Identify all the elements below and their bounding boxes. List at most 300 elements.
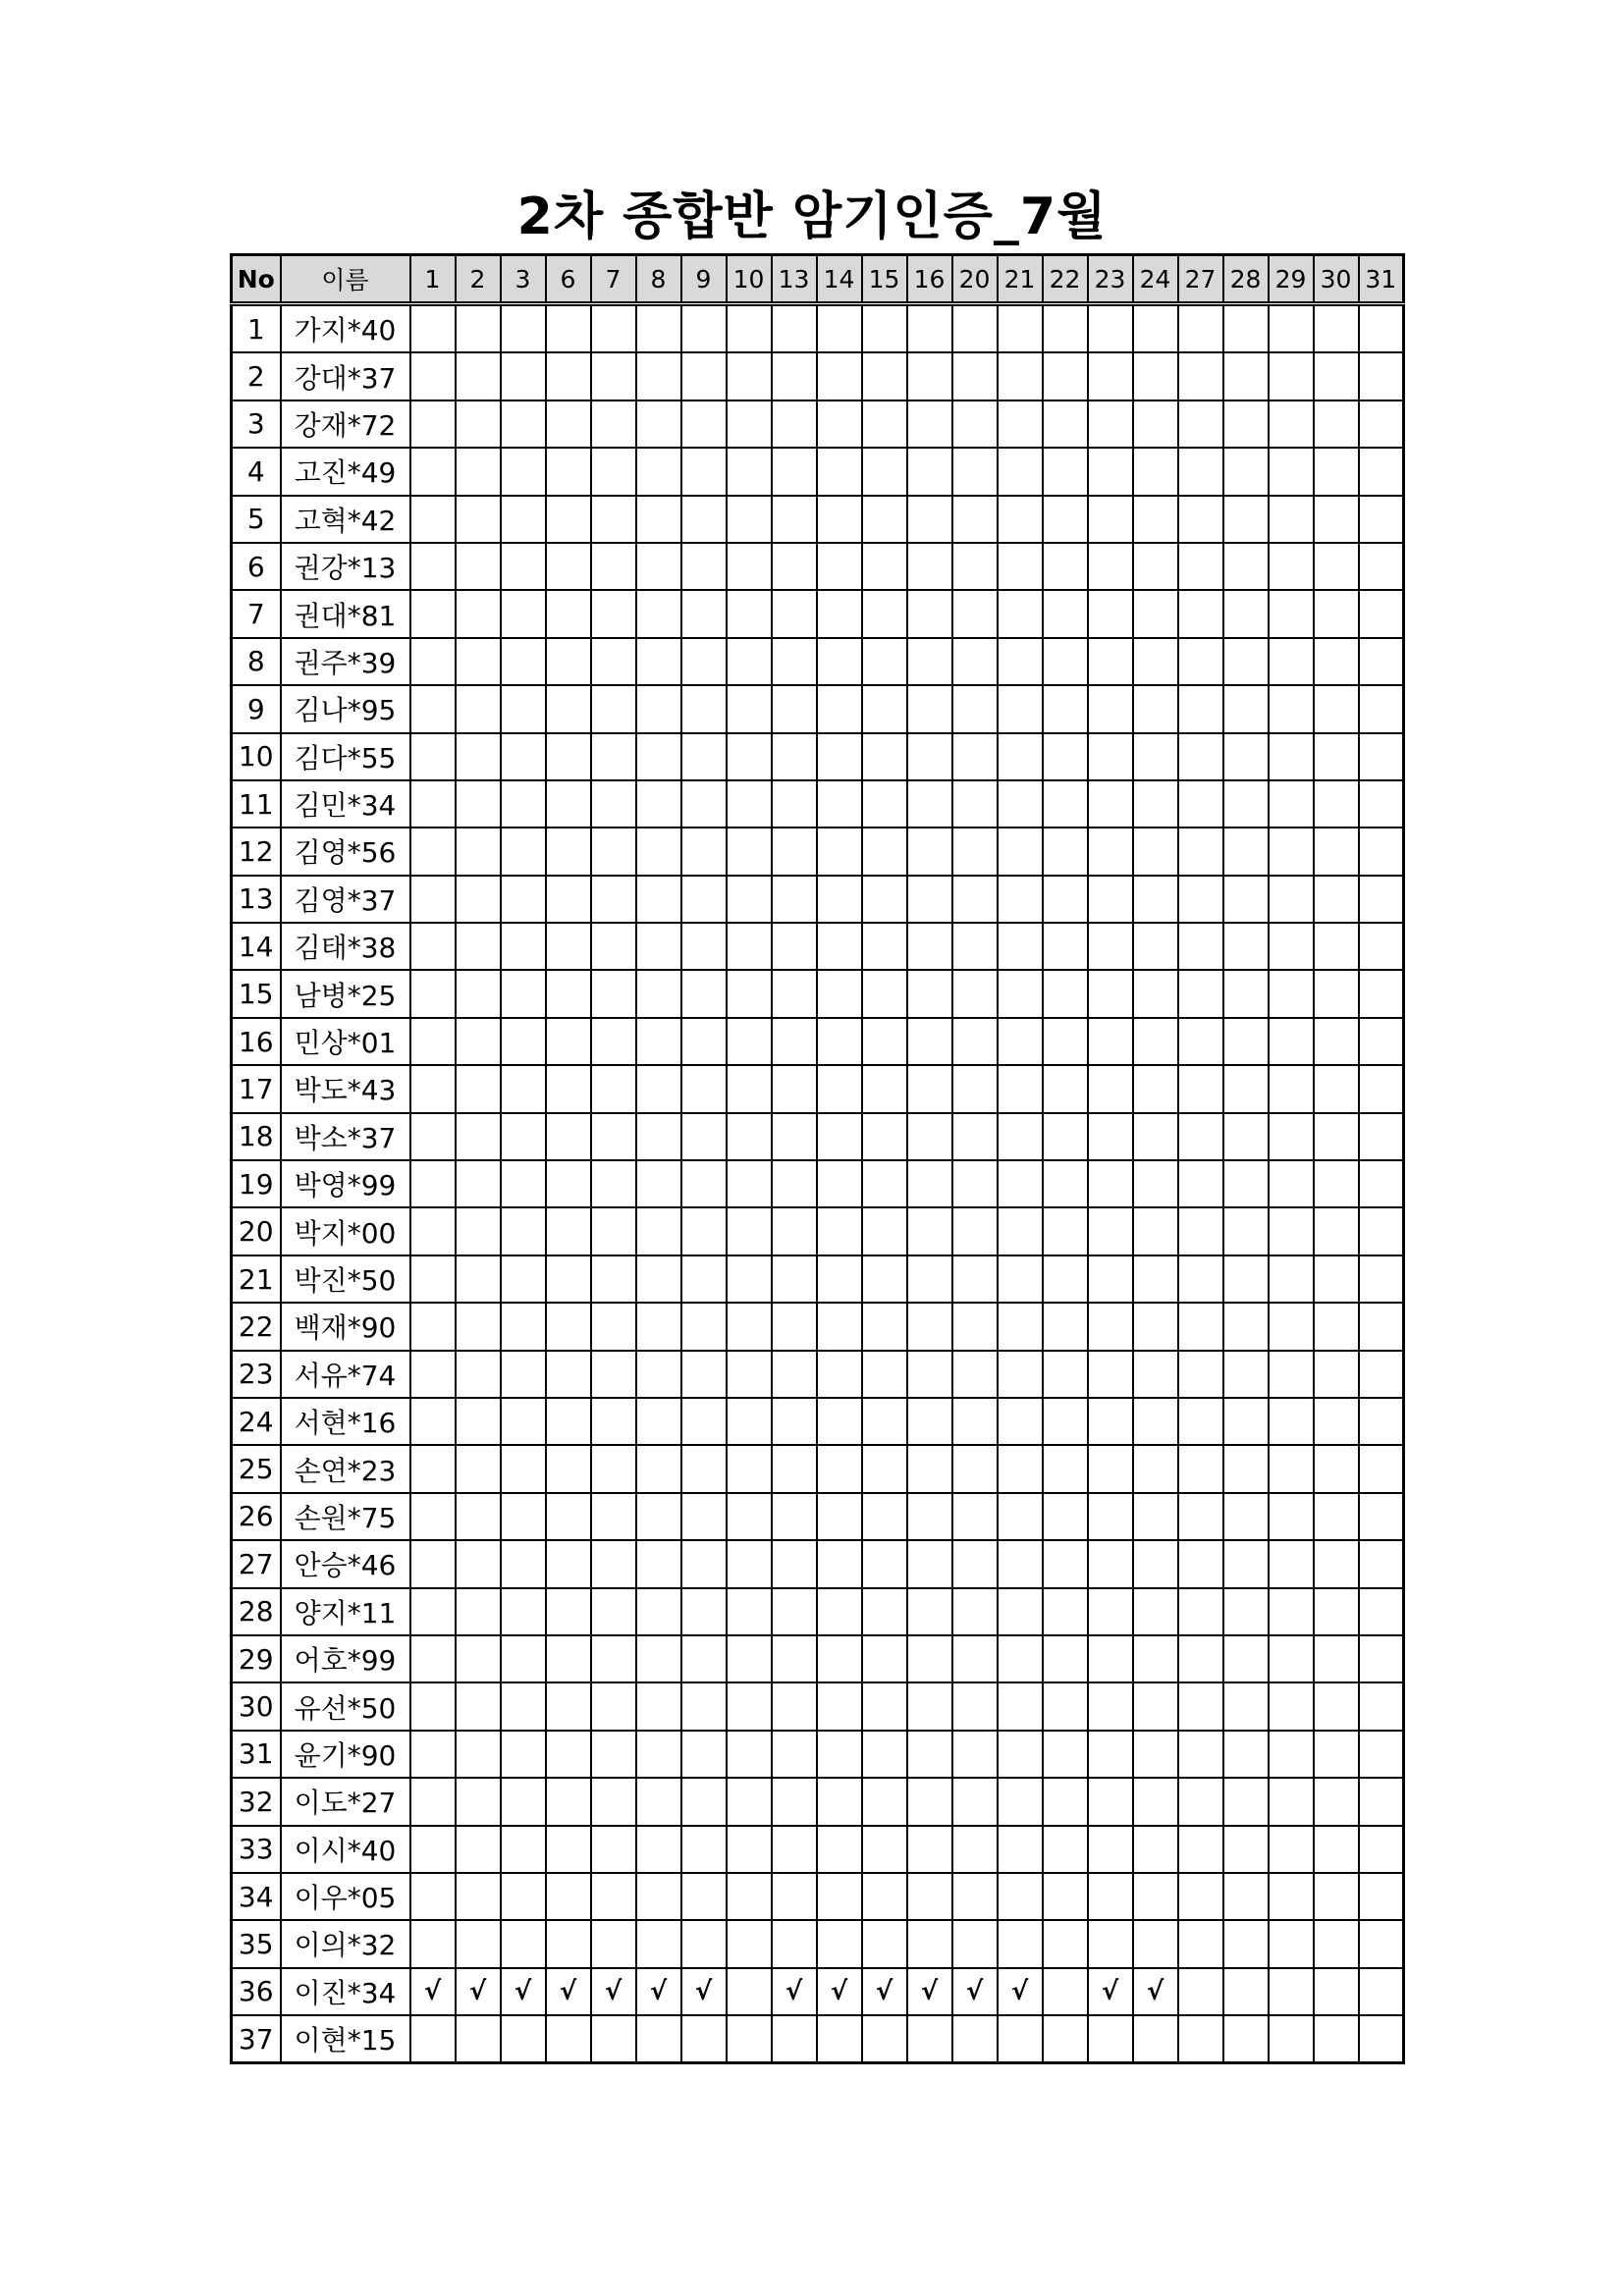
check-cell-day-1 xyxy=(410,685,456,732)
check-cell-day-13 xyxy=(772,1303,817,1350)
check-cell-day-13 xyxy=(772,733,817,780)
check-cell-day-30 xyxy=(1314,828,1359,875)
student-name: 고혁*42 xyxy=(281,496,410,543)
check-cell-day-7 xyxy=(591,448,636,495)
check-cell-day-1 xyxy=(410,1207,456,1255)
check-cell-day-3 xyxy=(501,1873,546,1920)
check-cell-day-24 xyxy=(1133,590,1178,637)
check-cell-day-21 xyxy=(998,2015,1043,2063)
check-cell-day-2 xyxy=(456,876,501,923)
check-cell-day-27 xyxy=(1178,638,1223,685)
check-cell-day-10 xyxy=(727,1065,772,1112)
check-cell-day-20: √ xyxy=(952,1968,998,2015)
check-cell-day-6 xyxy=(546,1920,591,1967)
check-cell-day-31 xyxy=(1359,1493,1404,1540)
check-cell-day-7 xyxy=(591,876,636,923)
check-cell-day-14 xyxy=(817,1540,862,1587)
check-cell-day-9 xyxy=(681,1540,727,1587)
check-cell-day-15 xyxy=(862,1351,907,1398)
check-cell-day-9 xyxy=(681,970,727,1017)
check-cell-day-23 xyxy=(1088,685,1133,732)
row-number: 37 xyxy=(232,2015,281,2063)
check-cell-day-27 xyxy=(1178,400,1223,448)
check-cell-day-3 xyxy=(501,1778,546,1825)
check-cell-day-30 xyxy=(1314,1588,1359,1635)
check-cell-day-21 xyxy=(998,590,1043,637)
check-cell-day-10 xyxy=(727,1398,772,1445)
check-cell-day-6 xyxy=(546,828,591,875)
check-cell-day-27 xyxy=(1178,1113,1223,1160)
check-cell-day-10 xyxy=(727,1351,772,1398)
check-cell-day-16 xyxy=(907,1682,952,1730)
check-cell-day-1 xyxy=(410,780,456,828)
check-cell-day-23: √ xyxy=(1088,1968,1133,2015)
check-cell-day-15 xyxy=(862,828,907,875)
check-cell-day-13 xyxy=(772,876,817,923)
check-cell-day-15 xyxy=(862,1018,907,1065)
table-row xyxy=(232,828,1404,875)
check-cell-day-7 xyxy=(591,685,636,732)
check-cell-day-20 xyxy=(952,1826,998,1873)
check-cell-day-20 xyxy=(952,1207,998,1255)
check-cell-day-29 xyxy=(1269,400,1314,448)
check-cell-day-9 xyxy=(681,1873,727,1920)
check-cell-day-28 xyxy=(1223,1303,1269,1350)
check-cell-day-28 xyxy=(1223,1778,1269,1825)
check-cell-day-7 xyxy=(591,2015,636,2063)
check-cell-day-10 xyxy=(727,828,772,875)
check-cell-day-15 xyxy=(862,1445,907,1492)
check-cell-day-8 xyxy=(636,1018,681,1065)
check-cell-day-29 xyxy=(1269,685,1314,732)
check-cell-day-1 xyxy=(410,1493,456,1540)
row-number: 30 xyxy=(232,1682,281,1730)
check-cell-day-3 xyxy=(501,1682,546,1730)
check-cell-day-16 xyxy=(907,828,952,875)
check-cell-day-21 xyxy=(998,1018,1043,1065)
check-cell-day-22 xyxy=(1043,1968,1088,2015)
check-cell-day-31 xyxy=(1359,304,1404,353)
check-cell-day-31 xyxy=(1359,1826,1404,1873)
check-cell-day-1 xyxy=(410,1635,456,1682)
check-cell-day-9 xyxy=(681,1113,727,1160)
check-cell-day-8 xyxy=(636,685,681,732)
check-cell-day-22 xyxy=(1043,685,1088,732)
table-row xyxy=(232,1635,1404,1682)
check-cell-day-24 xyxy=(1133,1065,1178,1112)
check-cell-day-8 xyxy=(636,304,681,353)
check-cell-day-23 xyxy=(1088,1303,1133,1350)
table-row xyxy=(232,1255,1404,1303)
student-name: 손원*75 xyxy=(281,1493,410,1540)
check-cell-day-6 xyxy=(546,1303,591,1350)
check-cell-day-13 xyxy=(772,496,817,543)
student-name: 김영*56 xyxy=(281,828,410,875)
check-cell-day-10 xyxy=(727,400,772,448)
check-cell-day-13: √ xyxy=(772,1968,817,2015)
student-name: 김태*38 xyxy=(281,923,410,970)
check-cell-day-24 xyxy=(1133,1682,1178,1730)
check-cell-day-13 xyxy=(772,590,817,637)
check-cell-day-13 xyxy=(772,828,817,875)
check-cell-day-22 xyxy=(1043,1065,1088,1112)
check-cell-day-21 xyxy=(998,352,1043,400)
check-cell-day-21 xyxy=(998,304,1043,353)
check-cell-day-13 xyxy=(772,1588,817,1635)
check-cell-day-1 xyxy=(410,1160,456,1207)
check-cell-day-24 xyxy=(1133,685,1178,732)
check-cell-day-30 xyxy=(1314,1778,1359,1825)
check-cell-day-8 xyxy=(636,733,681,780)
student-name: 이진*34 xyxy=(281,1968,410,2015)
check-cell-day-1 xyxy=(410,1255,456,1303)
check-cell-day-20 xyxy=(952,1588,998,1635)
student-name: 권주*39 xyxy=(281,638,410,685)
check-cell-day-14 xyxy=(817,1351,862,1398)
check-cell-day-21 xyxy=(998,1207,1043,1255)
table-row xyxy=(232,1303,1404,1350)
check-cell-day-23 xyxy=(1088,2015,1133,2063)
check-cell-day-30 xyxy=(1314,638,1359,685)
table-row xyxy=(232,304,1404,353)
check-cell-day-7 xyxy=(591,1398,636,1445)
check-cell-day-8 xyxy=(636,1682,681,1730)
check-cell-day-7 xyxy=(591,1540,636,1587)
check-cell-day-6 xyxy=(546,1540,591,1587)
check-cell-day-16 xyxy=(907,1445,952,1492)
check-cell-day-23 xyxy=(1088,304,1133,353)
check-cell-day-16 xyxy=(907,1778,952,1825)
check-cell-day-29 xyxy=(1269,638,1314,685)
check-cell-day-9 xyxy=(681,1588,727,1635)
check-cell-day-14 xyxy=(817,638,862,685)
check-cell-day-22 xyxy=(1043,1588,1088,1635)
check-cell-day-30 xyxy=(1314,2015,1359,2063)
check-cell-day-6 xyxy=(546,685,591,732)
check-cell-day-24 xyxy=(1133,352,1178,400)
check-cell-day-6 xyxy=(546,923,591,970)
check-cell-day-22 xyxy=(1043,780,1088,828)
table-row xyxy=(232,1160,1404,1207)
student-name: 윤기*90 xyxy=(281,1731,410,1778)
check-cell-day-7 xyxy=(591,1920,636,1967)
check-cell-day-31 xyxy=(1359,1398,1404,1445)
check-cell-day-3 xyxy=(501,828,546,875)
check-cell-day-14 xyxy=(817,1018,862,1065)
check-cell-day-2 xyxy=(456,352,501,400)
check-cell-day-2 xyxy=(456,1731,501,1778)
check-cell-day-24 xyxy=(1133,1588,1178,1635)
check-cell-day-29 xyxy=(1269,1968,1314,2015)
check-cell-day-29 xyxy=(1269,1255,1314,1303)
check-cell-day-28 xyxy=(1223,1018,1269,1065)
check-cell-day-31 xyxy=(1359,1018,1404,1065)
check-cell-day-21 xyxy=(998,543,1043,590)
check-cell-day-31 xyxy=(1359,1351,1404,1398)
check-cell-day-16 xyxy=(907,1635,952,1682)
header-day-14: 14 xyxy=(817,255,862,304)
check-cell-day-28 xyxy=(1223,1445,1269,1492)
check-cell-day-8 xyxy=(636,1113,681,1160)
check-cell-day-3 xyxy=(501,685,546,732)
check-cell-day-16 xyxy=(907,1540,952,1587)
check-cell-day-10 xyxy=(727,876,772,923)
check-cell-day-22 xyxy=(1043,352,1088,400)
student-name: 안승*46 xyxy=(281,1540,410,1587)
check-cell-day-27 xyxy=(1178,352,1223,400)
check-cell-day-9 xyxy=(681,1351,727,1398)
check-cell-day-29 xyxy=(1269,448,1314,495)
check-cell-day-31 xyxy=(1359,400,1404,448)
student-name: 어호*99 xyxy=(281,1635,410,1682)
check-cell-day-14 xyxy=(817,1303,862,1350)
student-name: 서현*16 xyxy=(281,1398,410,1445)
check-cell-day-1 xyxy=(410,543,456,590)
check-cell-day-20 xyxy=(952,400,998,448)
check-cell-day-16 xyxy=(907,448,952,495)
check-cell-day-21 xyxy=(998,1160,1043,1207)
check-cell-day-10 xyxy=(727,1588,772,1635)
check-cell-day-24 xyxy=(1133,828,1178,875)
check-cell-day-15 xyxy=(862,1778,907,1825)
check-cell-day-23 xyxy=(1088,543,1133,590)
check-cell-day-31 xyxy=(1359,1303,1404,1350)
check-cell-day-22 xyxy=(1043,1255,1088,1303)
row-number: 13 xyxy=(232,876,281,923)
table-row xyxy=(232,923,1404,970)
check-cell-day-1: √ xyxy=(410,1968,456,2015)
row-number: 8 xyxy=(232,638,281,685)
check-cell-day-24 xyxy=(1133,1873,1178,1920)
check-cell-day-10 xyxy=(727,1113,772,1160)
student-name: 손연*23 xyxy=(281,1445,410,1492)
check-cell-day-15 xyxy=(862,1065,907,1112)
check-cell-day-23 xyxy=(1088,1160,1133,1207)
check-cell-day-21 xyxy=(998,1303,1043,1350)
check-cell-day-23 xyxy=(1088,1778,1133,1825)
check-cell-day-20 xyxy=(952,1160,998,1207)
check-cell-day-10 xyxy=(727,1731,772,1778)
check-cell-day-3 xyxy=(501,1113,546,1160)
check-cell-day-14 xyxy=(817,1493,862,1540)
check-cell-day-20 xyxy=(952,543,998,590)
check-cell-day-1 xyxy=(410,400,456,448)
check-cell-day-27 xyxy=(1178,496,1223,543)
check-cell-day-13 xyxy=(772,1445,817,1492)
check-cell-day-29 xyxy=(1269,1540,1314,1587)
check-cell-day-24 xyxy=(1133,304,1178,353)
check-cell-day-16 xyxy=(907,496,952,543)
check-cell-day-9 xyxy=(681,1018,727,1065)
check-cell-day-9 xyxy=(681,1160,727,1207)
row-number: 18 xyxy=(232,1113,281,1160)
row-number: 11 xyxy=(232,780,281,828)
check-cell-day-6 xyxy=(546,543,591,590)
check-cell-day-31 xyxy=(1359,1635,1404,1682)
check-cell-day-7 xyxy=(591,733,636,780)
check-cell-day-13 xyxy=(772,1540,817,1587)
check-cell-day-28 xyxy=(1223,1493,1269,1540)
check-cell-day-1 xyxy=(410,1682,456,1730)
check-cell-day-3 xyxy=(501,1303,546,1350)
check-cell-day-6 xyxy=(546,1113,591,1160)
row-number: 36 xyxy=(232,1968,281,2015)
check-cell-day-27 xyxy=(1178,1920,1223,1967)
check-cell-day-22 xyxy=(1043,1303,1088,1350)
check-cell-day-27 xyxy=(1178,1635,1223,1682)
check-cell-day-28 xyxy=(1223,780,1269,828)
check-cell-day-24 xyxy=(1133,1113,1178,1160)
check-cell-day-29 xyxy=(1269,1588,1314,1635)
check-cell-day-1 xyxy=(410,733,456,780)
check-cell-day-8 xyxy=(636,448,681,495)
check-cell-day-27 xyxy=(1178,1018,1223,1065)
table-row xyxy=(232,638,1404,685)
check-cell-day-10 xyxy=(727,304,772,353)
check-cell-day-27 xyxy=(1178,1255,1223,1303)
check-cell-day-21 xyxy=(998,1588,1043,1635)
check-cell-day-1 xyxy=(410,1588,456,1635)
check-cell-day-23 xyxy=(1088,1731,1133,1778)
check-cell-day-14 xyxy=(817,304,862,353)
check-cell-day-27 xyxy=(1178,1493,1223,1540)
table-row xyxy=(232,1920,1404,1967)
check-cell-day-15 xyxy=(862,685,907,732)
check-cell-day-16 xyxy=(907,1873,952,1920)
table-row xyxy=(232,970,1404,1017)
check-cell-day-16 xyxy=(907,2015,952,2063)
check-cell-day-13 xyxy=(772,1398,817,1445)
check-cell-day-6 xyxy=(546,590,591,637)
check-cell-day-14 xyxy=(817,2015,862,2063)
check-cell-day-3 xyxy=(501,638,546,685)
check-cell-day-20 xyxy=(952,590,998,637)
row-number: 7 xyxy=(232,590,281,637)
check-cell-day-7 xyxy=(591,1635,636,1682)
check-cell-day-27 xyxy=(1178,304,1223,353)
check-cell-day-20 xyxy=(952,876,998,923)
student-name: 박소*37 xyxy=(281,1113,410,1160)
check-cell-day-7 xyxy=(591,1778,636,1825)
check-cell-day-8 xyxy=(636,1635,681,1682)
check-cell-day-31 xyxy=(1359,1540,1404,1587)
check-cell-day-15 xyxy=(862,400,907,448)
check-cell-day-1 xyxy=(410,1873,456,1920)
check-cell-day-13 xyxy=(772,2015,817,2063)
check-cell-day-29 xyxy=(1269,780,1314,828)
check-cell-day-13 xyxy=(772,1635,817,1682)
check-cell-day-31 xyxy=(1359,1873,1404,1920)
check-cell-day-27 xyxy=(1178,1873,1223,1920)
check-cell-day-13 xyxy=(772,448,817,495)
check-cell-day-13 xyxy=(772,1493,817,1540)
check-cell-day-31 xyxy=(1359,1588,1404,1635)
check-cell-day-30 xyxy=(1314,304,1359,353)
row-number: 17 xyxy=(232,1065,281,1112)
check-cell-day-22 xyxy=(1043,1682,1088,1730)
check-cell-day-7 xyxy=(591,400,636,448)
check-cell-day-28 xyxy=(1223,970,1269,1017)
check-cell-day-2 xyxy=(456,1682,501,1730)
check-cell-day-29 xyxy=(1269,2015,1314,2063)
check-cell-day-28 xyxy=(1223,1160,1269,1207)
table-row xyxy=(232,1588,1404,1635)
check-cell-day-15 xyxy=(862,780,907,828)
check-cell-day-22 xyxy=(1043,496,1088,543)
check-cell-day-8 xyxy=(636,1826,681,1873)
check-cell-day-29 xyxy=(1269,1207,1314,1255)
check-cell-day-21 xyxy=(998,1682,1043,1730)
student-name: 고진*49 xyxy=(281,448,410,495)
check-cell-day-24: √ xyxy=(1133,1968,1178,2015)
check-cell-day-27 xyxy=(1178,1540,1223,1587)
check-cell-day-24 xyxy=(1133,1826,1178,1873)
check-cell-day-9 xyxy=(681,304,727,353)
row-number: 35 xyxy=(232,1920,281,1967)
table-row xyxy=(232,733,1404,780)
check-cell-day-21 xyxy=(998,828,1043,875)
check-cell-day-10 xyxy=(727,1160,772,1207)
check-cell-day-3 xyxy=(501,1445,546,1492)
check-cell-day-28 xyxy=(1223,733,1269,780)
check-cell-day-30 xyxy=(1314,1065,1359,1112)
row-number: 10 xyxy=(232,733,281,780)
check-cell-day-15 xyxy=(862,1920,907,1967)
row-number: 29 xyxy=(232,1635,281,1682)
check-cell-day-29 xyxy=(1269,1682,1314,1730)
check-cell-day-14 xyxy=(817,400,862,448)
check-cell-day-10 xyxy=(727,496,772,543)
check-cell-day-21 xyxy=(998,1920,1043,1967)
check-cell-day-1 xyxy=(410,1920,456,1967)
check-cell-day-24 xyxy=(1133,1351,1178,1398)
check-cell-day-7 xyxy=(591,1351,636,1398)
table-row xyxy=(232,1445,1404,1492)
check-cell-day-14 xyxy=(817,1873,862,1920)
check-cell-day-15 xyxy=(862,1493,907,1540)
check-cell-day-14 xyxy=(817,1398,862,1445)
check-cell-day-8 xyxy=(636,1493,681,1540)
check-cell-day-23 xyxy=(1088,780,1133,828)
check-cell-day-10 xyxy=(727,638,772,685)
row-number: 27 xyxy=(232,1540,281,1587)
check-cell-day-8 xyxy=(636,1540,681,1587)
check-cell-day-31 xyxy=(1359,1968,1404,2015)
check-cell-day-13 xyxy=(772,638,817,685)
check-cell-day-27 xyxy=(1178,1303,1223,1350)
check-cell-day-2 xyxy=(456,685,501,732)
check-cell-day-3: √ xyxy=(501,1968,546,2015)
check-cell-day-24 xyxy=(1133,1255,1178,1303)
check-cell-day-16 xyxy=(907,304,952,353)
check-cell-day-24 xyxy=(1133,733,1178,780)
check-cell-day-21 xyxy=(998,1873,1043,1920)
header-name: 이름 xyxy=(281,255,410,304)
student-name: 권강*13 xyxy=(281,543,410,590)
check-cell-day-23 xyxy=(1088,590,1133,637)
student-name: 이현*15 xyxy=(281,2015,410,2063)
header-day-8: 8 xyxy=(636,255,681,304)
check-cell-day-16 xyxy=(907,543,952,590)
check-cell-day-27 xyxy=(1178,876,1223,923)
check-cell-day-1 xyxy=(410,2015,456,2063)
check-cell-day-20 xyxy=(952,1731,998,1778)
check-cell-day-7 xyxy=(591,923,636,970)
check-cell-day-8 xyxy=(636,543,681,590)
check-cell-day-7 xyxy=(591,1018,636,1065)
check-cell-day-1 xyxy=(410,1731,456,1778)
check-cell-day-27 xyxy=(1178,970,1223,1017)
